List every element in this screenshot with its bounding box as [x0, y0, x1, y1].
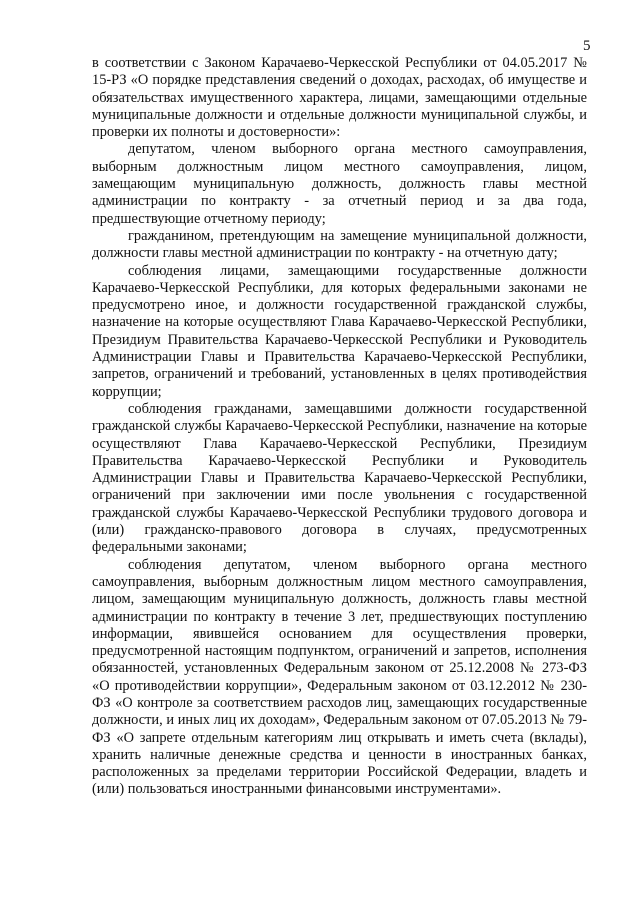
paragraph-state-officials: соблюдения лицами, замещающими государственные должности Карачаево-Черкесской Республики, для которых федеральными законами не предусмотрено иное, и должности государственной гражданской службы, назначение на которые осуществляют Глава Карачаево-Черкесской Республики, Президиум Правительства Карачаево-Черкесской Республики и Руководитель Администрации Главы и Правительства Карачаево-Черкесской Республики, запретов, ограничений и требований, установленных в целях противодействия коррупции; [92, 262, 587, 400]
paragraph-compliance-laws: соблюдения депутатом, членом выборного органа местного самоуправления, выборным должностным лицом местного самоуправления, лицом, замещающим муниципальную должность, должность главы местной администрации по контракту в течение 3 лет, предшествующих поступлению информации, явившейся основанием для осуществления проверки, предусмотренной настоящим подпунктом, ограничений и запретов, исполнения обязанностей, установленных Федеральным законом от 25.12.2008 № 273-ФЗ «О противодействии коррупции», Федеральным законом от 03.12.2012 № 230-ФЗ «О контроле за соответствием расходов лиц, замещающих государственные должности, и иных лиц их доходам», Федеральным законом от 07.05.2013 № 79-ФЗ «О запрете отдельным категориям лиц открывать и иметь счета (вклады), хранить наличные денежные средства и ценности в иностранных банках, расположенных за пределами территории Российской Федерации, владеть и (или) пользоваться иностранными финансовыми инструментами». [92, 556, 587, 798]
document-body [92, 55, 587, 799]
paragraph-law-reference: в соответствии с Законом Карачаево-Черкесской Республики от 04.05.2017 № 15-РЗ «О порядке представления сведений о доходах, расходах, об имуществе и обязательствах имущественного характера, лицами, замещающими отдельные муниципальные должности и отдельные должности муниципальной службы, и проверки их полноты и достоверности»: [92, 55, 587, 141]
paragraph-candidate: гражданином, претендующим на замещение муниципальной должности, должности главы местной администрации по контракту - на отчетную дату; [92, 227, 587, 262]
page-number: 5 [583, 38, 591, 54]
paragraph-deputy: депутатом, членом выборного органа местного самоуправления, выборным должностным лицом местного самоуправления, лицом, замещающим муниципальную должность, должность главы местной администрации по контракту - за отчетный период и за два года, предшествующие отчетному периоду; [92, 141, 587, 227]
paragraph-former-civil-servants: соблюдения гражданами, замещавшими должности государственной гражданской службы Карачаево-Черкесской Республики, назначение на которые осуществляют Глава Карачаево-Черкесской Республики, Президиум Правительства Карачаево-Черкесской Республики и Руководитель Администрации Главы и Правительства Карачаево-Черкесской Республики, ограничений при заключении ими после увольнения с государственной гражданской службы Карачаево-Черкесской Республики трудового договора и (или) гражданско-правового договора в случаях, предусмотренных федеральными законами; [92, 400, 587, 556]
